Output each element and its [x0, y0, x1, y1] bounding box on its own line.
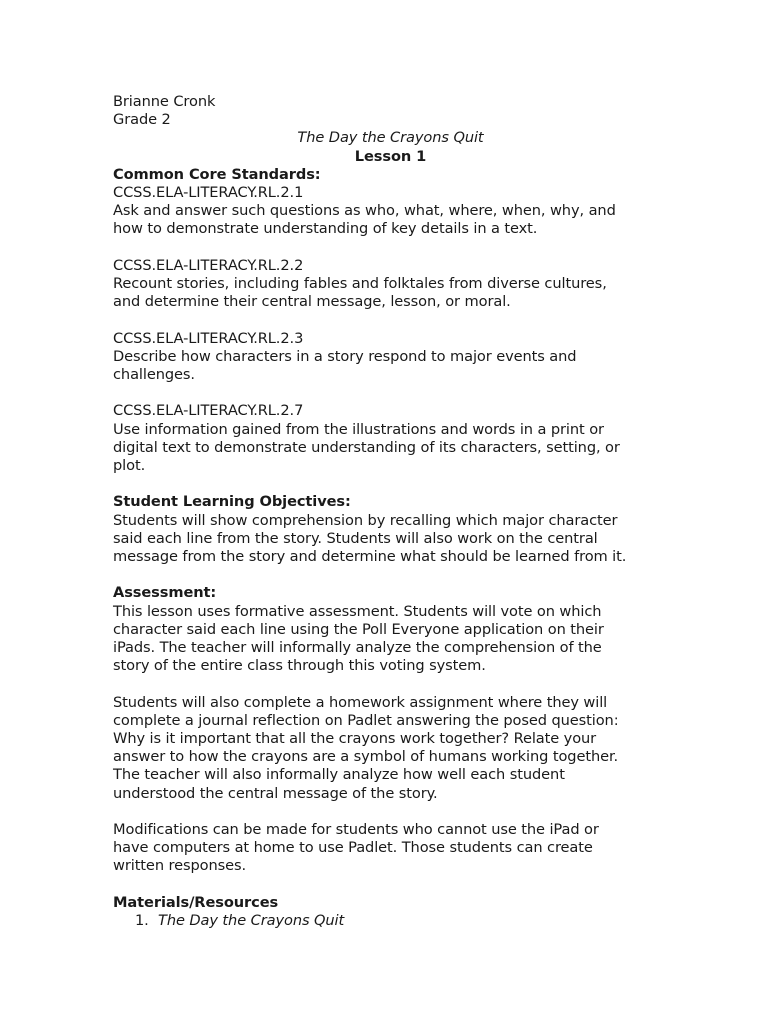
assessment-section	[113, 584, 668, 875]
assessment-heading: Assessment:	[113, 584, 217, 602]
book-title: The Day the Crayons Quit	[297, 129, 484, 147]
lesson-number: Lesson 1	[354, 147, 427, 165]
standard-text-line: Ask and answer such questions as who, what, where, when, why, and	[113, 202, 616, 220]
assessment-text-line: understood the central message of the story.	[113, 784, 438, 802]
objectives-heading: Student Learning Objectives:	[113, 493, 351, 511]
assessment-text-line: answer to how the crayons are a symbol of humans working together.	[113, 748, 619, 766]
standard-text-line: and determine their central message, lesson, or moral.	[113, 293, 511, 311]
objectives-text-line: message from the story and determine what should be learned from it.	[113, 548, 627, 566]
assessment-text-line: This lesson uses formative assessment. Students will vote on which	[113, 602, 602, 620]
standard-item	[113, 257, 668, 312]
objectives-section	[113, 493, 668, 566]
assessment-text-line: story of the entire class through this voting system.	[113, 657, 486, 675]
standard-text-line: Recount stories, including fables and folktales from diverse cultures,	[113, 275, 607, 293]
assessment-text-line: iPads. The teacher will informally analyze the comprehension of the	[113, 639, 602, 657]
standard-item	[113, 402, 668, 475]
standard-text-line: Use information gained from the illustrations and words in a print or	[113, 420, 604, 438]
assessment-text-line: character said each line using the Poll Everyone application on their	[113, 620, 604, 638]
assessment-text-line: written responses.	[113, 857, 247, 875]
standard-text-line: challenges.	[113, 366, 195, 384]
materials-list	[113, 912, 668, 930]
assessment-text-line: Modifications can be made for students who cannot use the iPad or	[113, 821, 599, 839]
standard-item	[113, 184, 668, 239]
grade-level: Grade 2	[113, 111, 171, 129]
standard-text-line: digital text to demonstrate understanding of its characters, setting, or	[113, 438, 620, 456]
standard-code: CCSS.ELA-LITERACY.RL.2.2	[113, 256, 304, 274]
author-name: Brianne Cronk	[113, 93, 216, 110]
objectives-text-line: said each line from the story. Students will also work on the central	[113, 529, 598, 547]
assessment-text-line: complete a journal reflection on Padlet answering the posed question:	[113, 711, 619, 729]
standard-item	[113, 330, 668, 385]
assessment-text-line: Why is it important that all the crayons work together? Relate your	[113, 730, 597, 748]
standard-code: CCSS.ELA-LITERACY.RL.2.3	[113, 329, 304, 347]
standard-code: CCSS.ELA-LITERACY.RL.2.1	[113, 184, 304, 202]
assessment-text-line: Students will also complete a homework assignment where they will	[113, 693, 608, 711]
objectives-text-line: Students will show comprehension by recalling which major character	[113, 511, 618, 529]
assessment-text-line: have computers at home to use Padlet. Those students can create	[113, 839, 593, 857]
list-item-number: 1.	[135, 912, 149, 930]
materials-heading: Materials/Resources	[113, 893, 279, 911]
assessment-text-line: The teacher will also informally analyze how well each student	[113, 766, 565, 784]
standards-section	[113, 166, 668, 475]
standard-text-line: plot.	[113, 457, 146, 475]
list-item	[113, 912, 668, 930]
standards-heading: Common Core Standards:	[113, 165, 321, 183]
materials-section	[113, 894, 668, 930]
standard-text-line: how to demonstrate understanding of key details in a text.	[113, 220, 538, 238]
list-item-text: The Day the Crayons Quit	[158, 912, 345, 930]
standard-text-line: Describe how characters in a story respond to major events and	[113, 347, 577, 365]
standard-code: CCSS.ELA-LITERACY.RL.2.7	[113, 402, 304, 420]
